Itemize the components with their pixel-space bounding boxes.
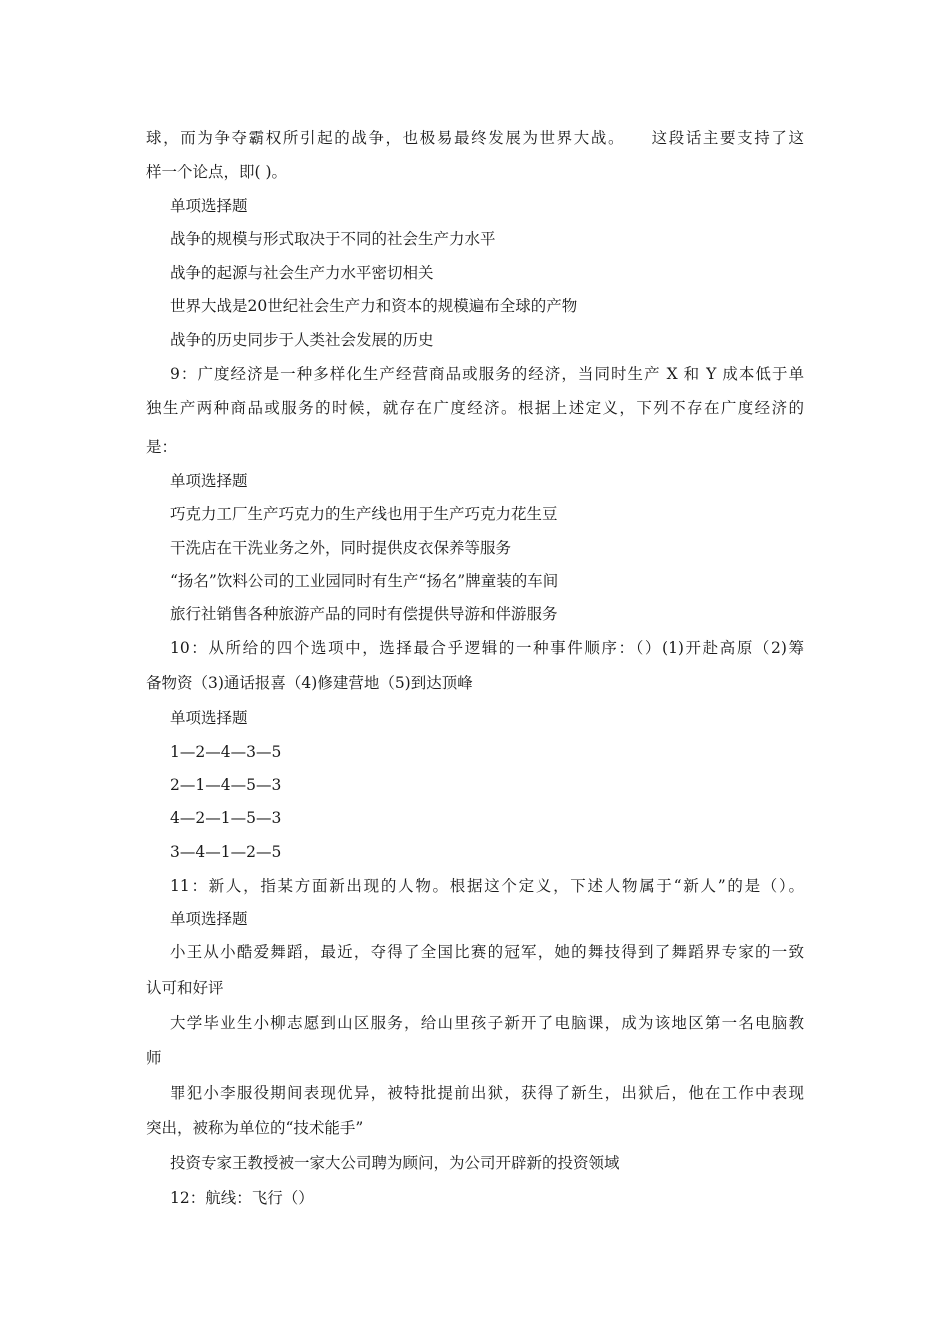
question-11-option-c: 罪犯小李服役期间表现优异，被特批提前出狱，获得了新生，出狱后，他在工作中表现	[170, 1084, 804, 1102]
question-9-option-c: “扬名”饮料公司的工业园同时有生产“扬名”牌童装的车间	[170, 572, 559, 590]
question-8-option-d: 战争的历史同步于人类社会发展的历史	[170, 331, 434, 349]
question-9-type: 单项选择题	[170, 472, 248, 490]
question-9-option-a: 巧克力工厂生产巧克力的生产线也用于生产巧克力花生豆	[170, 505, 558, 523]
question-10-text-line: 10：从所给的四个选项中，选择最合乎逻辑的一种事件顺序：（）(1)开赴高原（2)筹	[170, 639, 804, 657]
question-8-text-line: 样一个论点，即( )。	[146, 163, 288, 181]
question-10-option-b: 2—1—4—5—3	[170, 776, 282, 794]
question-11-option-c-cont: 突出，被称为单位的“技术能手”	[146, 1119, 364, 1137]
question-8-option-c: 世界大战是20世纪社会生产力和资本的规模遍布全球的产物	[170, 297, 578, 315]
question-9-text-line: 是：	[146, 438, 178, 456]
question-9-text-line: 9：广度经济是一种多样化生产经营商品或服务的经济，当同时生产 X 和 Y 成本低于单	[170, 365, 804, 383]
question-11-option-d: 投资专家王教授被一家大公司聘为顾问，为公司开辟新的投资领域	[170, 1154, 620, 1172]
question-8-option-b: 战争的起源与社会生产力水平密切相关	[170, 264, 434, 282]
question-8-option-a: 战争的规模与形式取决于不同的社会生产力水平	[170, 230, 496, 248]
question-12-text-line: 12：航线：飞行（）	[170, 1189, 314, 1207]
question-11-option-a: 小王从小酷爱舞蹈，最近，夺得了全国比赛的冠军，她的舞技得到了舞蹈界专家的一致	[170, 943, 804, 961]
question-9-option-b: 干洗店在干洗业务之外，同时提供皮衣保养等服务	[170, 539, 512, 557]
question-10-option-c: 4—2—1—5—3	[170, 809, 282, 827]
question-10-text-line: 备物资（3)通话报喜（4)修建营地（5)到达顶峰	[146, 674, 473, 692]
question-10-type: 单项选择题	[170, 709, 248, 727]
question-11-text-line: 11：新人，指某方面新出现的人物。根据这个定义，下述人物属于“新人”的是（）。	[170, 877, 804, 895]
question-8-type: 单项选择题	[170, 197, 248, 215]
question-11-option-b-cont: 师	[146, 1049, 162, 1067]
question-8-text-line: 球，而为争夺霸权所引起的战争，也极易最终发展为世界大战。 这段话主要支持了这	[146, 129, 804, 147]
question-10-option-d: 3—4—1—2—5	[170, 843, 282, 861]
question-11-option-a-cont: 认可和好评	[146, 979, 224, 997]
question-10-option-a: 1—2—4—3—5	[170, 743, 282, 761]
question-9-option-d: 旅行社销售各种旅游产品的同时有偿提供导游和伴游服务	[170, 605, 558, 623]
question-11-option-b: 大学毕业生小柳志愿到山区服务，给山里孩子新开了电脑课，成为该地区第一名电脑教	[170, 1014, 804, 1032]
question-11-type: 单项选择题	[170, 910, 248, 928]
question-9-text-line: 独生产两种商品或服务的时候，就存在广度经济。根据上述定义，下列不存在广度经济的	[146, 399, 804, 417]
